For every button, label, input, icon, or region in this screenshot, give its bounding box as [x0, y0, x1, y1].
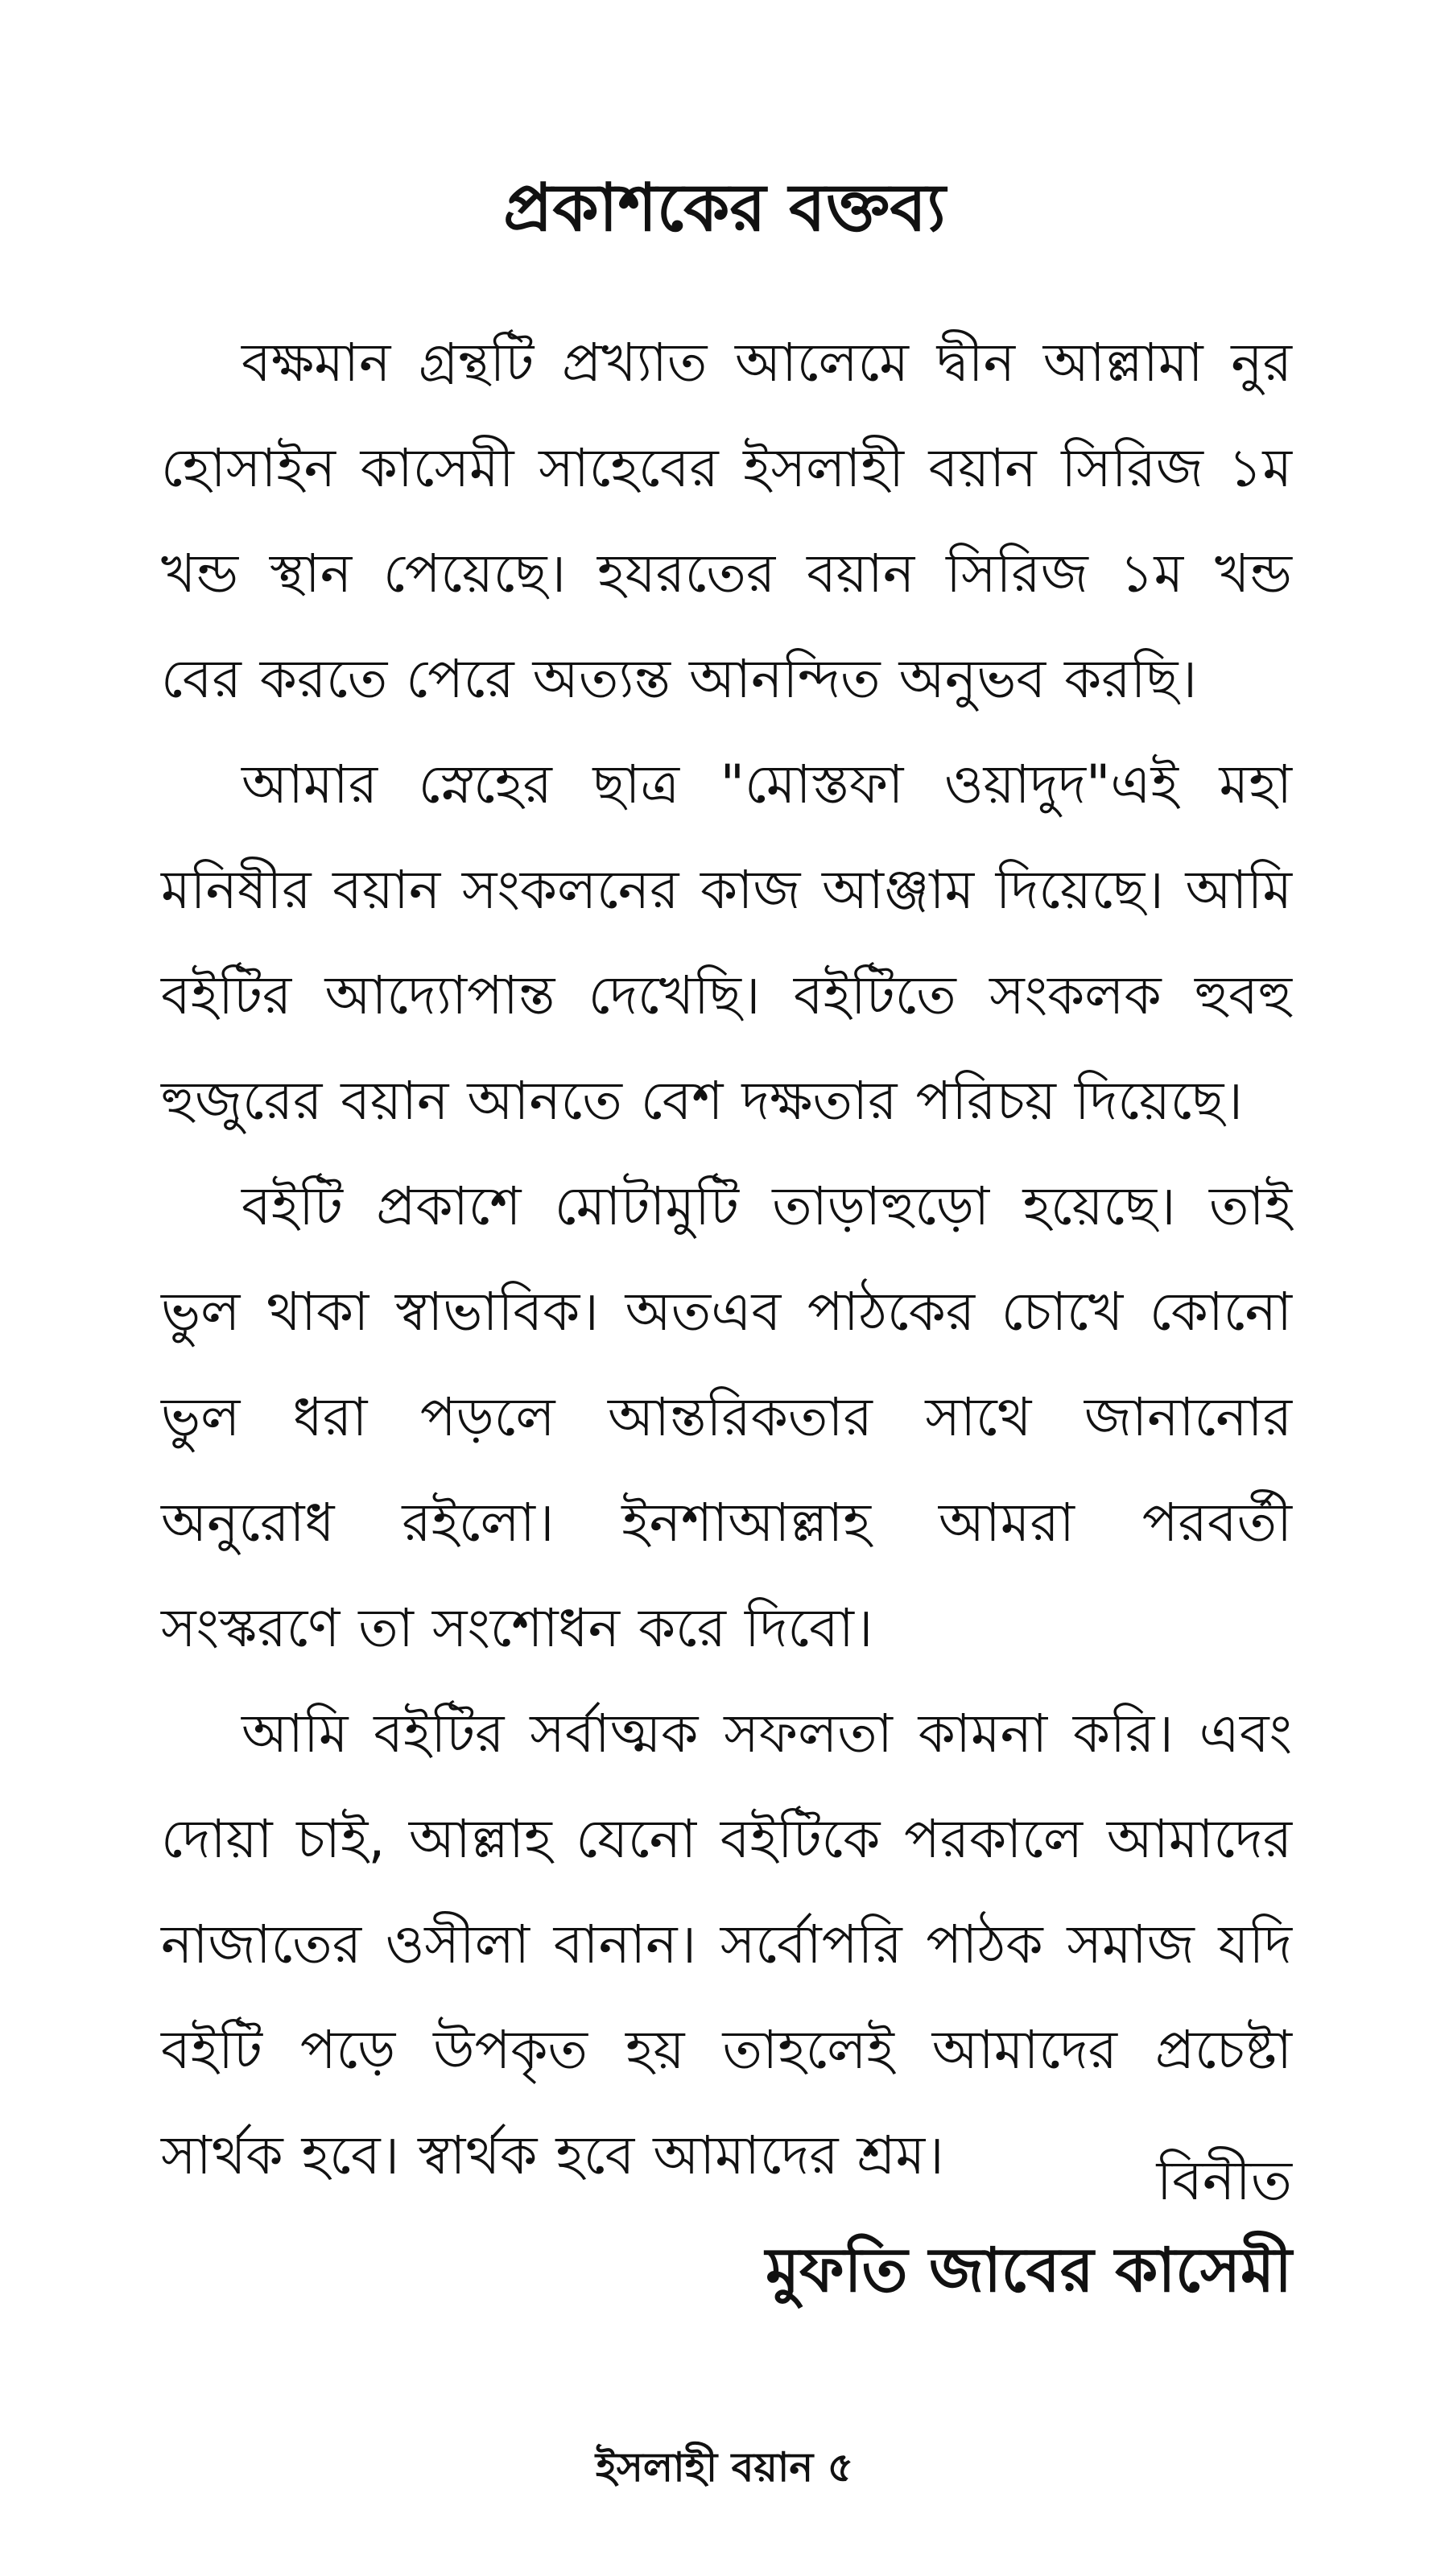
paragraph-compiler: আমার স্নেহের ছাত্র "মোস্তফা ওয়াদুদ"এই মহা মনিষীর বয়ান সংকলনের কাজ আঞ্জাম দিয়েছে। আমি বইটির আদ্যোপান্ত দেখেছি। বইটিতে সংকলক হুবহু হুজুরের বয়ান আনতে বেশ দক্ষতার পরিচয় দিয়েছে।	[161, 753, 1292, 1132]
body-text	[161, 310, 1292, 2208]
footer-book-title: ইসলাহী বয়ান	[595, 2444, 814, 2491]
paragraph-prayer: আমি বইটির সর্বাত্মক সফলতা কামনা করি। এবং দোয়া চাই, আল্লাহ যেনো বইটিকে পরকালে আমাদের নাজাতের ওসীলা বানান। সর্বোপরি পাঠক সমাজ যদি বইটি পড়ে উপকৃত হয় তাহলেই আমাদের প্রচেষ্টা সার্থক হবে। স্বার্থক হবে আমাদের শ্রম।	[161, 1703, 1292, 2186]
signature-regards: বিনীত	[1156, 2149, 1292, 2213]
paragraph-intro: বক্ষমান গ্রন্থটি প্রখ্যাত আলেমে দ্বীন আল্লামা নুর হোসাইন কাসেমী সাহেবের ইসলাহী বয়ান সিরিজ ১ম খন্ড স্থান পেয়েছে। হযরতের বয়ান সিরিজ ১ম খন্ড বের করতে পেরে অত্যন্ত আনন্দিত অনুভব করছি।	[161, 332, 1292, 710]
page-title: প্রকাশকের বক্তব্য	[503, 170, 946, 246]
paragraph-errors: বইটি প্রকাশে মোটামুটি তাড়াহুড়ো হয়েছে। তাই ভুল থাকা স্বাভাবিক। অতএব পাঠকের চোখে কোনো ভুল ধরা পড়লে আন্তরিকতার সাথে জানানোর অনুরোধ রইলো। ইনশাআল্লাহ আমরা পরবর্তী সংস্করণে তা সংশোধন করে দিবো।	[161, 1175, 1292, 1659]
signature-block	[766, 2137, 1292, 2314]
signature-name: মুফতি জাবের কাসেমী	[765, 2234, 1292, 2306]
footer-page-number: ৫	[827, 2444, 854, 2491]
page-footer	[0, 2443, 1449, 2491]
